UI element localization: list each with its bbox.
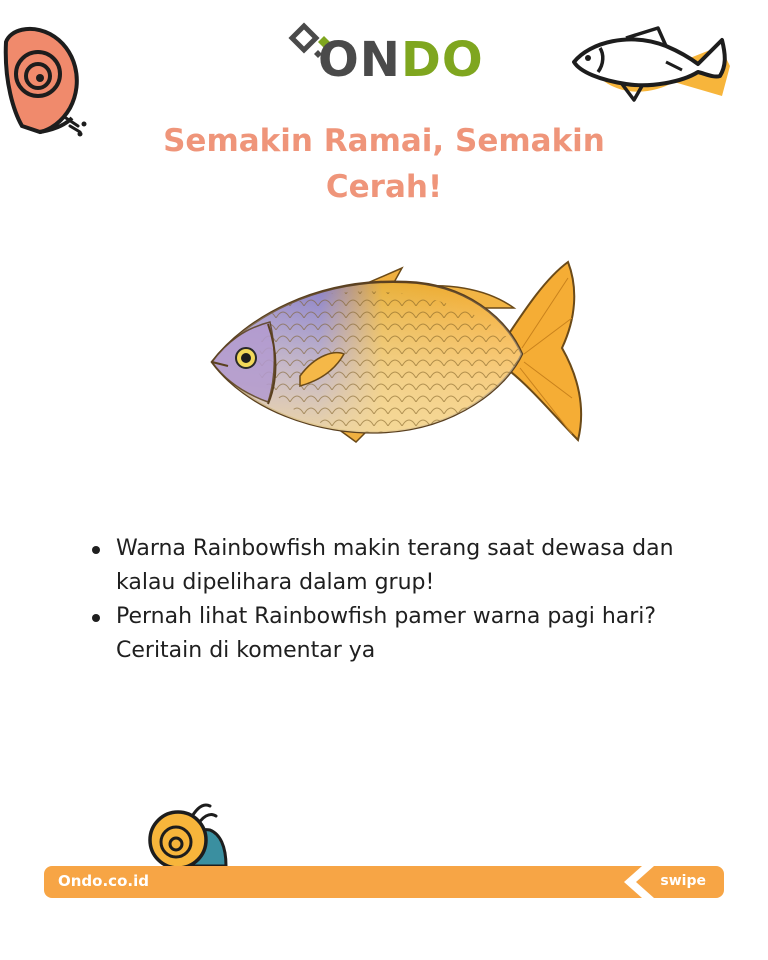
title-line-2: Cerah! <box>325 169 443 205</box>
bullet-dot <box>92 546 100 554</box>
swipe-button[interactable] <box>614 866 724 898</box>
ondo-logo <box>288 22 488 102</box>
logo-wordmark <box>318 32 484 88</box>
chevron-left-icon <box>614 866 654 898</box>
list-item <box>92 532 702 600</box>
list-item <box>92 600 702 668</box>
title-line-1: Semakin Ramai, Semakin <box>163 123 605 159</box>
small-snail-icon <box>144 798 230 868</box>
logo-text-dark: ON <box>318 32 401 88</box>
rainbowfish-illustration <box>206 258 592 446</box>
fact-list <box>92 532 702 668</box>
bullet-dot <box>92 614 100 622</box>
site-url-label: Ondo.co.id <box>58 872 149 890</box>
page-title <box>150 118 618 210</box>
snail-icon <box>0 22 96 138</box>
swipe-label: swipe <box>660 873 706 889</box>
logo-text-green: DO <box>400 32 484 88</box>
footer-bar <box>44 866 724 898</box>
bullet-text: Warna Rainbowfish makin terang saat dewasa dan kalau dipelihara dalam grup! <box>116 536 674 595</box>
bullet-text: Pernah lihat Rainbowfish pamer warna pagi hari? Ceritain di komentar ya <box>116 604 657 663</box>
fish-icon <box>570 26 738 108</box>
